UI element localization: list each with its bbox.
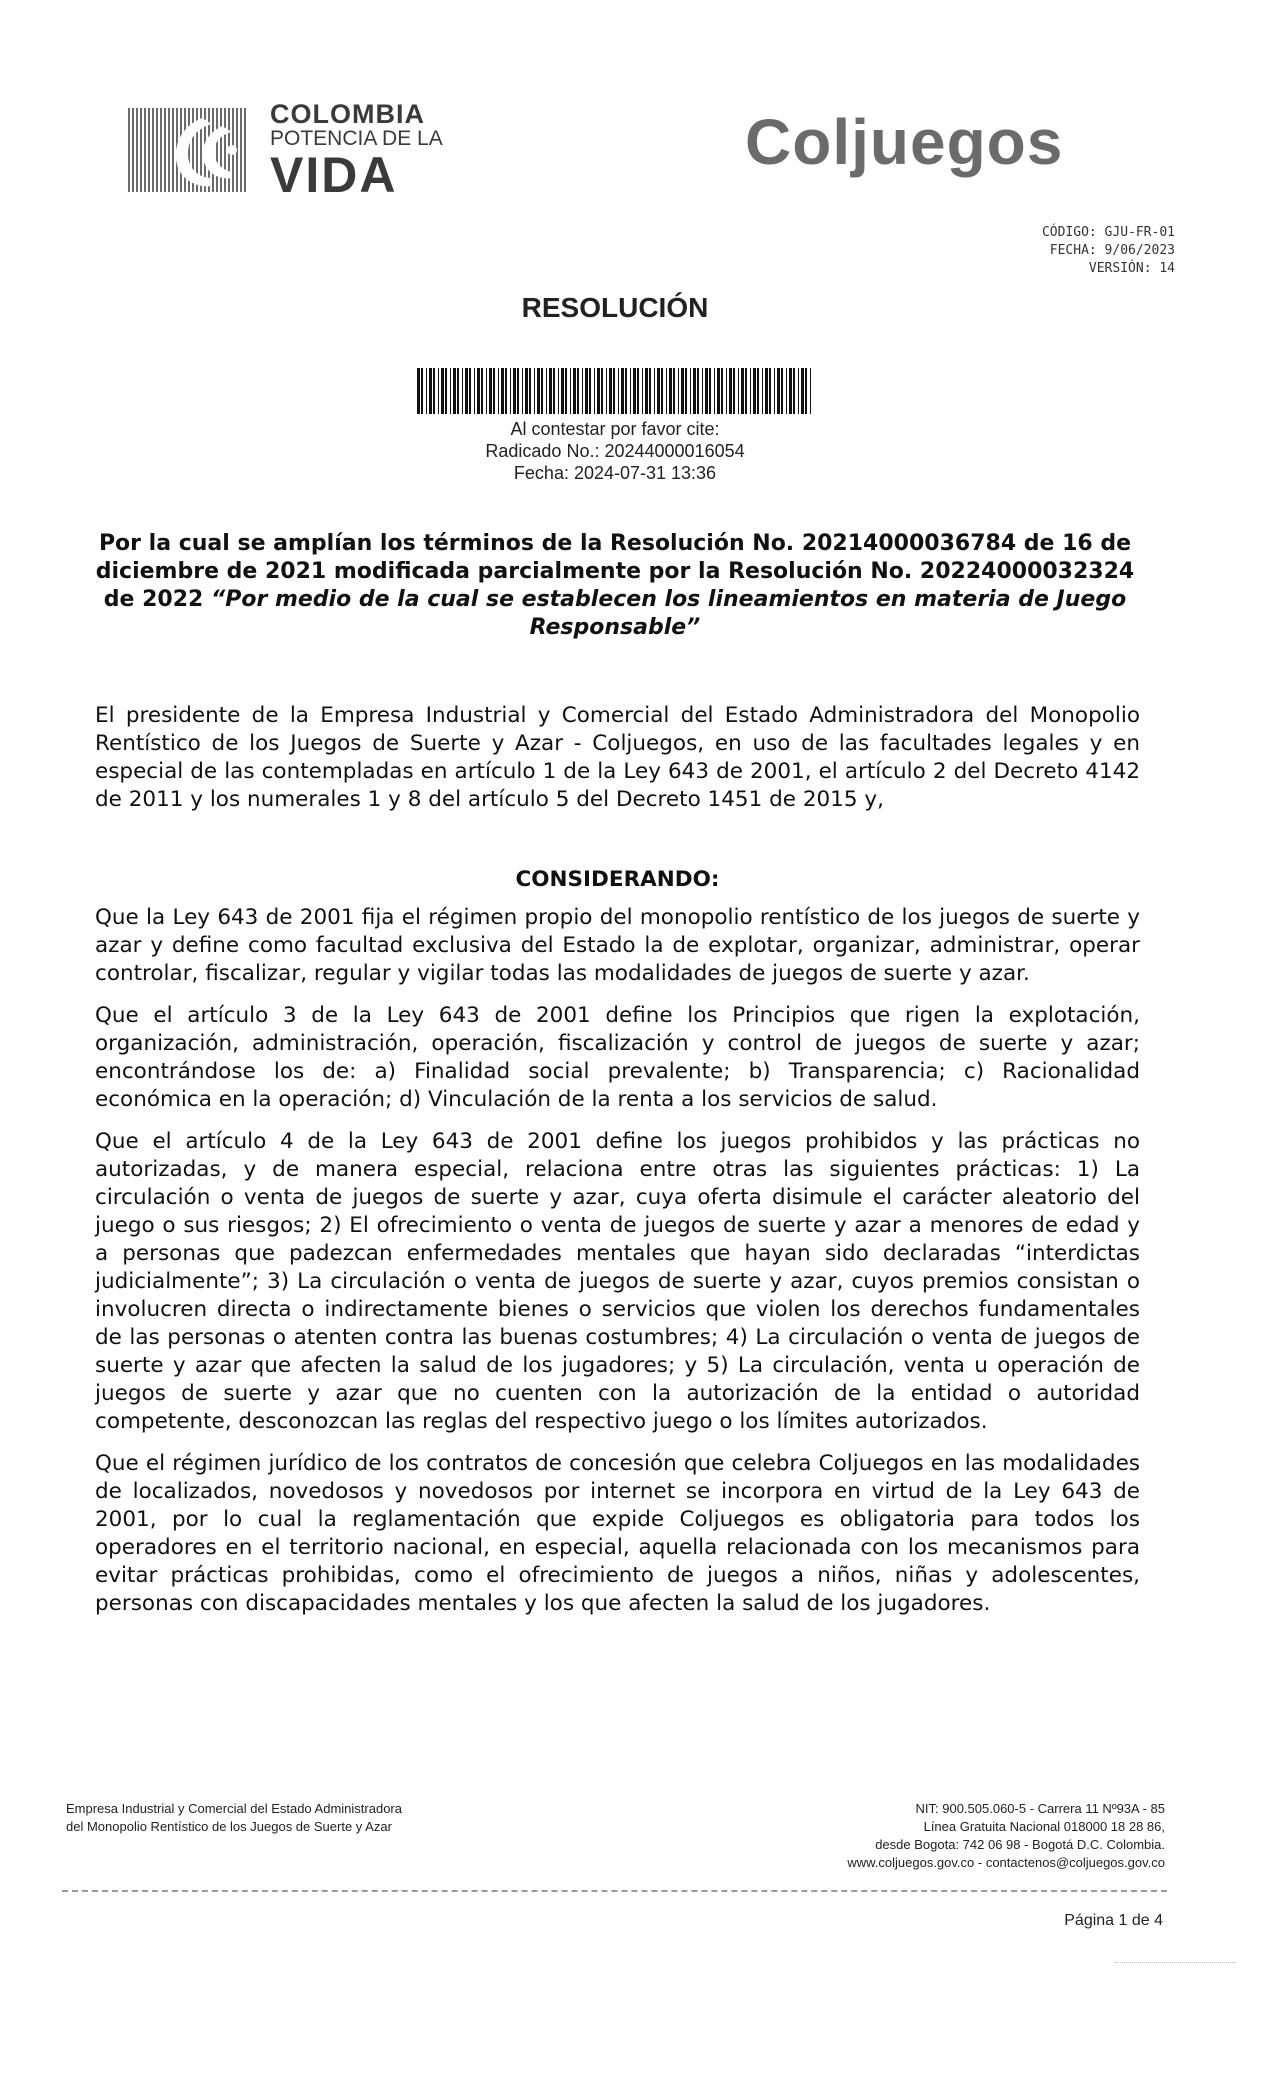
subject-bold: Por la cual se amplían los términos de la Resolución No. 20214000036784 de 16 de diciembre de 2021 modificada parcialmente por la Resolución No. 20224000032324 de 2022 — [95, 531, 1135, 612]
footer-entity-line: Empresa Industrial y Comercial del Estado Administradora — [66, 1801, 402, 1816]
subject-italic: “Por medio de la cual se establecen los lineamientos en materia de Juego Responsable” — [211, 587, 1127, 640]
document-codes — [1042, 224, 1175, 278]
footer-linea: Línea Gratuita Nacional 018000 18 28 86, — [923, 1819, 1165, 1834]
barcode-image — [415, 368, 815, 414]
radicado-number: Radicado No.: 20244000016054 — [485, 441, 745, 461]
document-title: RESOLUCIÓN — [521, 292, 709, 323]
scan-mark — [1115, 1962, 1235, 1963]
coljuegos-logo: Coljuegos — [745, 106, 1064, 178]
intro-paragraph: El presidente de la Empresa Industrial y Comercial del Estado Administradora del Monopolio Rentístico de los Juegos de Suerte y Azar - Coljuegos, en uso de las facultades legales y en especial de las contempladas en artículo 1 de la Ley 643 de 2001, el artículo 2 del Decreto 4142 de 2011 y los numerales 1 y 8 del artículo 5 del Decreto 1451 de 2015 y, — [95, 703, 1140, 812]
radicado-block — [395, 418, 835, 484]
fecha-text: FECHA: 9/06/2023 — [1049, 243, 1175, 258]
footer-bogota: desde Bogota: 742 06 98 - Bogotá D.C. Colombia. — [875, 1837, 1165, 1852]
paragraph: Que el régimen jurídico de los contratos de concesión que celebra Coljuegos en las modalidades de localizados, novedosos y novedosos por internet se incorpora en virtud de la Ley 643 de 2001, por lo cual la reglamentación que expide Coljuegos es obligatoria para todos los operadores en el territorio nacional, en especial, aquella relacionada con los mecanismos para evitar prácticas prohibidas, como el ofrecimiento de juegos a niños, niñas y adolescentes, personas con discapacidades mentales y los que afecten la salud de los jugadores. — [95, 1451, 1140, 1616]
paragraph: Que el artículo 4 de la Ley 643 de 2001 define los juegos prohibidos y las prácticas no autorizadas, y de manera especial, relaciona entre otras las siguientes prácticas: 1) La circulación o venta de juegos de suerte y azar, cuya oferta disimule el carácter aleatorio del juego o sus riesgos; 2) El ofrecimiento o venta de juegos de suerte y azar a menores de edad y a personas que padezcan enfermedades mentales que hayan sido declaradas “interdictas judicialmente”; 3) La circulación o venta de juegos de suerte y azar, cuyos premios consistan o involucren directa o indirectamente bienes o servicios que violen los derechos fundamentales de las personas o atenten contra las buenas costumbres; 4) La circulación o venta de juegos de suerte y azar que afecten la salud de los jugadores; y 5) La circulación, venta u operación de juegos de suerte y azar que no cuenten con la autorización de la entidad o autoridad competente, desconozcan las reglas del respectivo juego o los límites autorizados. — [95, 1129, 1140, 1434]
document-body — [95, 702, 1140, 1632]
logo-potencia-text: POTENCIA DE LA — [270, 127, 443, 150]
considerando-heading: CONSIDERANDO: — [515, 867, 720, 892]
codigo-text: CÓDIGO: GJU-FR-01 — [1041, 225, 1175, 240]
colombia-emblem-icon — [128, 108, 248, 192]
cite-instruction: Al contestar por favor cite: — [510, 419, 720, 439]
colombia-potencia-logo — [128, 99, 458, 203]
footer-entity — [66, 1800, 402, 1836]
paragraph: Que el artículo 3 de la Ley 643 de 2001 define los Principios que rigen la explotación, organización, administración, operación, fiscalización y control de juegos de suerte y azar; encontrándose los de: a) Finalidad social prevalente; b) Transparencia; c) Racionalidad económica en la operación; d) Vinculación de la renta a los servicios de salud. — [95, 1003, 1140, 1112]
page-number: Página 1 de 4 — [1064, 1912, 1163, 1929]
footer-divider — [62, 1890, 1167, 1892]
footer-contact — [847, 1800, 1165, 1872]
footer-nit: NIT: 900.505.060-5 - Carrera 11 Nº93A - 85 — [915, 1801, 1165, 1816]
version-text: VERSIÓN: 14 — [1088, 261, 1175, 276]
resolution-subject — [80, 530, 1150, 642]
logo-vida-text: VIDA — [270, 147, 398, 203]
footer-entity-line: del Monopolio Rentístico de los Juegos de Suerte y Azar — [66, 1819, 392, 1834]
footer-web: www.coljuegos.gov.co - contactenos@coljuegos.gov.co — [847, 1855, 1165, 1870]
logo-colombia-text: COLOMBIA — [270, 99, 425, 129]
paragraph: Que la Ley 643 de 2001 fija el régimen propio del monopolio rentístico de los juegos de suerte y azar y define como facultad exclusiva del Estado la de explotar, organizar, administrar, operar controlar, fiscalizar, regular y vigilar todas las modalidades de juegos de suerte y azar. — [95, 905, 1140, 986]
radicado-date: Fecha: 2024-07-31 13:36 — [513, 463, 717, 483]
